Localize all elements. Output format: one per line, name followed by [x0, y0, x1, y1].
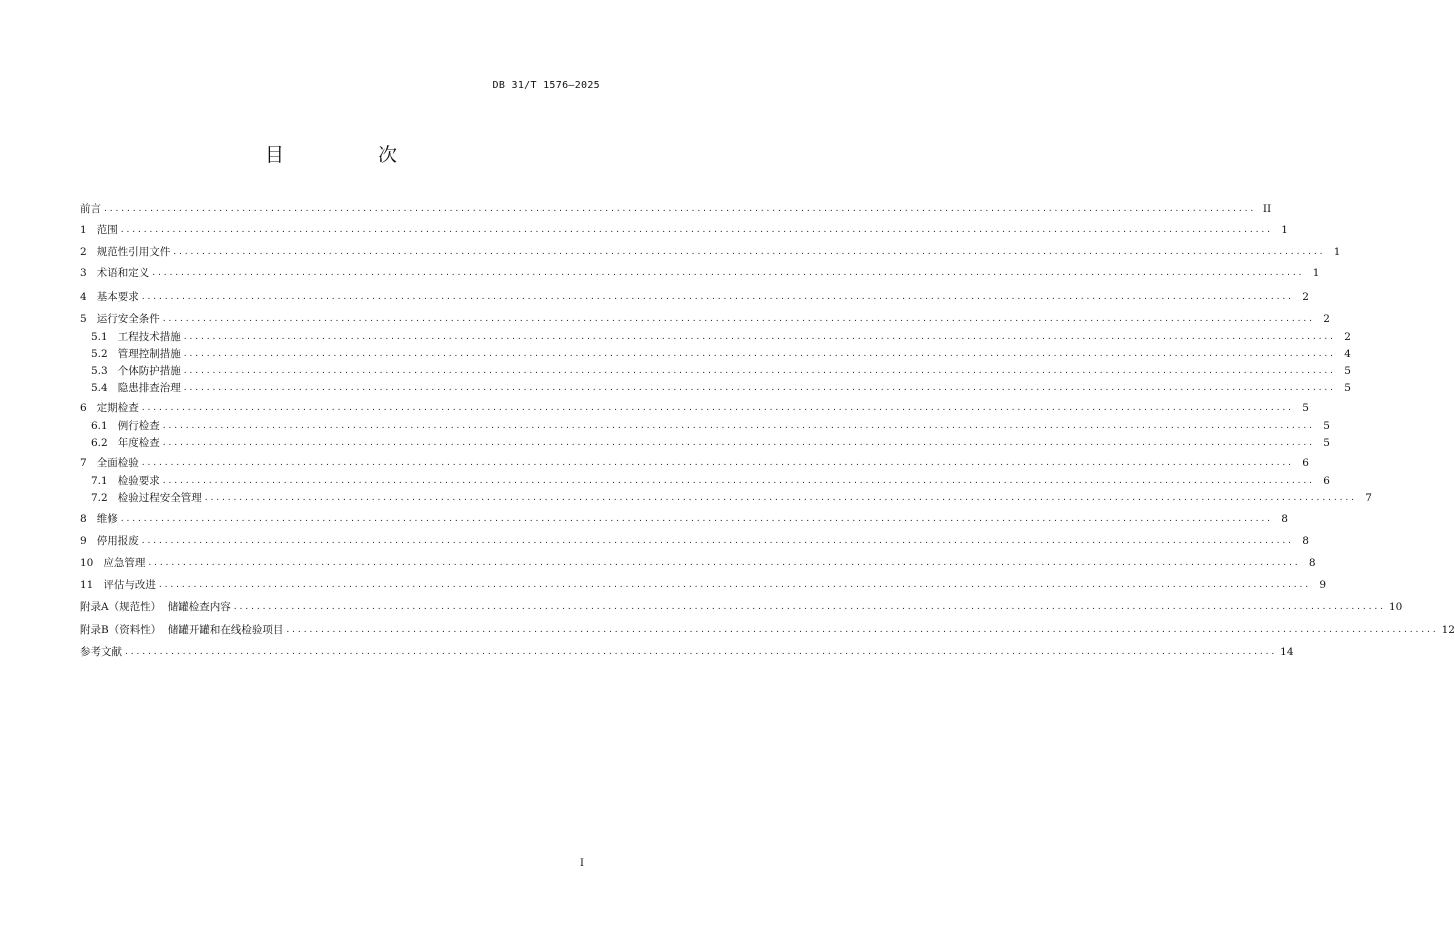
toc-entry-number: 7.2 [91, 492, 108, 504]
toc-entry-page: 7 [1365, 492, 1372, 504]
toc-entry[interactable] [80, 400, 1309, 416]
toc-entry-page: 4 [1344, 348, 1351, 360]
toc-entry-page: 2 [1344, 331, 1351, 343]
toc-entry[interactable] [91, 473, 1330, 489]
toc-entry-number: 附录B（资料性） [80, 624, 162, 636]
document-id: DB 31/T 1576—2025 [492, 80, 600, 91]
toc-entry-number: 5.4 [91, 382, 108, 394]
toc-entry[interactable] [80, 455, 1309, 471]
toc-entry-page: II [1262, 203, 1272, 215]
toc-entry-number: 11 [80, 579, 94, 591]
toc-entry-page: 10 [1388, 601, 1403, 613]
toc-entry[interactable] [80, 511, 1288, 527]
dot-leader: ........................................................................................................................................................................................................ [162, 421, 1315, 431]
toc-entry-number: 8 [80, 513, 87, 525]
dot-leader: ........................................................................................................................................................................................................ [104, 204, 1257, 214]
dot-leader: ........................................................................................................................................................................................................ [120, 514, 1273, 524]
toc-entry-label: 例行检查 [117, 420, 160, 432]
toc-entry-page: 1 [1333, 246, 1341, 258]
dot-leader: ........................................................................................................................................................................................................ [120, 225, 1273, 235]
toc-entry-label: 检验要求 [117, 475, 160, 487]
dot-leader: ........................................................................................................................................................................................................ [141, 292, 1294, 302]
toc-entry-label: 管理控制措施 [117, 348, 181, 360]
toc-entry[interactable] [80, 599, 1403, 615]
toc-entry-label: 规范性引用文件 [96, 246, 171, 258]
toc-entry[interactable] [80, 577, 1327, 593]
toc-entry-page: 5 [1323, 420, 1330, 432]
toc-entry-label: 评估与改进 [103, 579, 156, 591]
toc-entry-number: 2 [80, 246, 87, 258]
toc-entry-label: 停用报废 [96, 535, 139, 547]
toc-entry-number: 7.1 [91, 475, 108, 487]
toc-entry[interactable] [80, 555, 1316, 571]
toc-entry-page: 1 [1312, 267, 1320, 279]
toc-entry-label: 应急管理 [103, 557, 146, 569]
dot-leader: ........................................................................................................................................................................................................ [162, 314, 1315, 324]
toc-entry[interactable] [91, 380, 1351, 396]
toc-entry-page: 8 [1281, 513, 1288, 525]
dot-leader: ........................................................................................................................................................................................................ [183, 349, 1336, 359]
toc-entry[interactable] [91, 346, 1351, 362]
toc-entry-label: 个体防护措施 [117, 365, 181, 377]
toc-entry-page: 9 [1319, 579, 1327, 591]
toc-entry-page: 1 [1281, 224, 1288, 236]
dot-leader: ........................................................................................................................................................................................................ [141, 536, 1294, 546]
toc-entry[interactable] [80, 201, 1272, 217]
toc-entry-label: 检验过程安全管理 [117, 492, 202, 504]
toc-entry-label: 定期检查 [96, 402, 139, 414]
dot-leader: ........................................................................................................................................................................................................ [233, 602, 1386, 612]
toc-entry-number: 7 [80, 457, 87, 469]
toc-entry-label: 工程技术措施 [117, 331, 181, 343]
toc-entry-page: 5 [1302, 402, 1309, 414]
toc-entry[interactable] [91, 363, 1351, 379]
toc-entry-number: 1 [80, 224, 87, 236]
toc-entry-page: 8 [1302, 535, 1309, 547]
toc-entry-number: 6 [80, 402, 87, 414]
toc-entry-number: 3 [80, 267, 87, 279]
toc-entry[interactable] [80, 244, 1341, 260]
toc-entry[interactable] [80, 289, 1309, 305]
toc-entry-label: 年度检查 [117, 437, 160, 449]
toc-entry-label: 储罐开罐和在线检验项目 [167, 624, 284, 636]
page-title: 目 次 [264, 144, 442, 166]
toc-entry-label: 储罐检查内容 [167, 601, 231, 613]
toc-entry-label: 运行安全条件 [96, 313, 160, 325]
toc-entry[interactable] [80, 622, 1455, 638]
dot-leader: ........................................................................................................................................................................................................ [183, 383, 1336, 393]
dot-leader: ........................................................................................................................................................................................................ [125, 647, 1278, 657]
toc-entry-number: 5.3 [91, 365, 108, 377]
toc-entry-page: 2 [1302, 291, 1309, 303]
dot-leader: ........................................................................................................................................................................................................ [183, 366, 1336, 376]
dot-leader: ........................................................................................................................................................................................................ [152, 268, 1305, 278]
dot-leader: ........................................................................................................................................................................................................ [148, 558, 1301, 568]
toc-entry-label: 基本要求 [96, 291, 139, 303]
toc-entry-number: 5 [80, 313, 87, 325]
toc-entry-number: 6.1 [91, 420, 108, 432]
toc-entry[interactable] [91, 435, 1330, 451]
page-number: I [580, 858, 584, 869]
toc-entry-number: 附录A（规范性） [80, 601, 162, 613]
dot-leader: ........................................................................................................................................................................................................ [286, 625, 1439, 635]
toc-entry-number: 6.2 [91, 437, 108, 449]
dot-leader: ........................................................................................................................................................................................................ [162, 438, 1315, 448]
toc-entry-page: 5 [1323, 437, 1330, 449]
toc-entry-number: 9 [80, 535, 87, 547]
toc-entry-label: 参考文献 [80, 646, 122, 658]
dot-leader: ........................................................................................................................................................................................................ [141, 403, 1294, 413]
toc-entry[interactable] [80, 265, 1320, 281]
toc-entry-page: 6 [1302, 457, 1309, 469]
dot-leader: ........................................................................................................................................................................................................ [141, 458, 1294, 468]
toc-entry-label: 维修 [96, 513, 118, 525]
dot-leader: ........................................................................................................................................................................................................ [204, 493, 1357, 503]
toc-entry[interactable] [91, 329, 1351, 345]
toc-entry-label: 隐患排查治理 [117, 382, 181, 394]
dot-leader: ........................................................................................................................................................................................................ [173, 247, 1326, 257]
toc-entry-number: 5.2 [91, 348, 108, 360]
toc-entry[interactable] [91, 490, 1372, 506]
toc-entry-page: 5 [1344, 382, 1351, 394]
toc-entry-label: 范围 [96, 224, 118, 236]
toc-entry-page: 8 [1308, 557, 1316, 569]
dot-leader: ........................................................................................................................................................................................................ [183, 332, 1336, 342]
toc-entry-label: 术语和定义 [96, 267, 150, 279]
toc-entry-label: 前言 [80, 203, 101, 215]
toc-entry-number: 4 [80, 291, 87, 303]
toc-entry-page: 14 [1280, 646, 1294, 658]
toc-entry-page: 2 [1323, 313, 1330, 325]
toc-entry[interactable] [80, 644, 1294, 660]
toc-entry[interactable] [91, 418, 1330, 434]
dot-leader: ........................................................................................................................................................................................................ [158, 580, 1312, 590]
toc-entry-number: 10 [80, 557, 94, 569]
toc-entry-label: 全面检验 [96, 457, 139, 469]
toc-entry-number: 5.1 [91, 331, 108, 343]
toc-entry[interactable] [80, 533, 1309, 549]
dot-leader: ........................................................................................................................................................................................................ [162, 476, 1315, 486]
toc-entry-page: 5 [1344, 365, 1351, 377]
toc-entry-page: 6 [1323, 475, 1330, 487]
toc-entry-page: 12 [1441, 624, 1455, 636]
toc-entry[interactable] [80, 222, 1288, 238]
toc-entry[interactable] [80, 311, 1330, 327]
